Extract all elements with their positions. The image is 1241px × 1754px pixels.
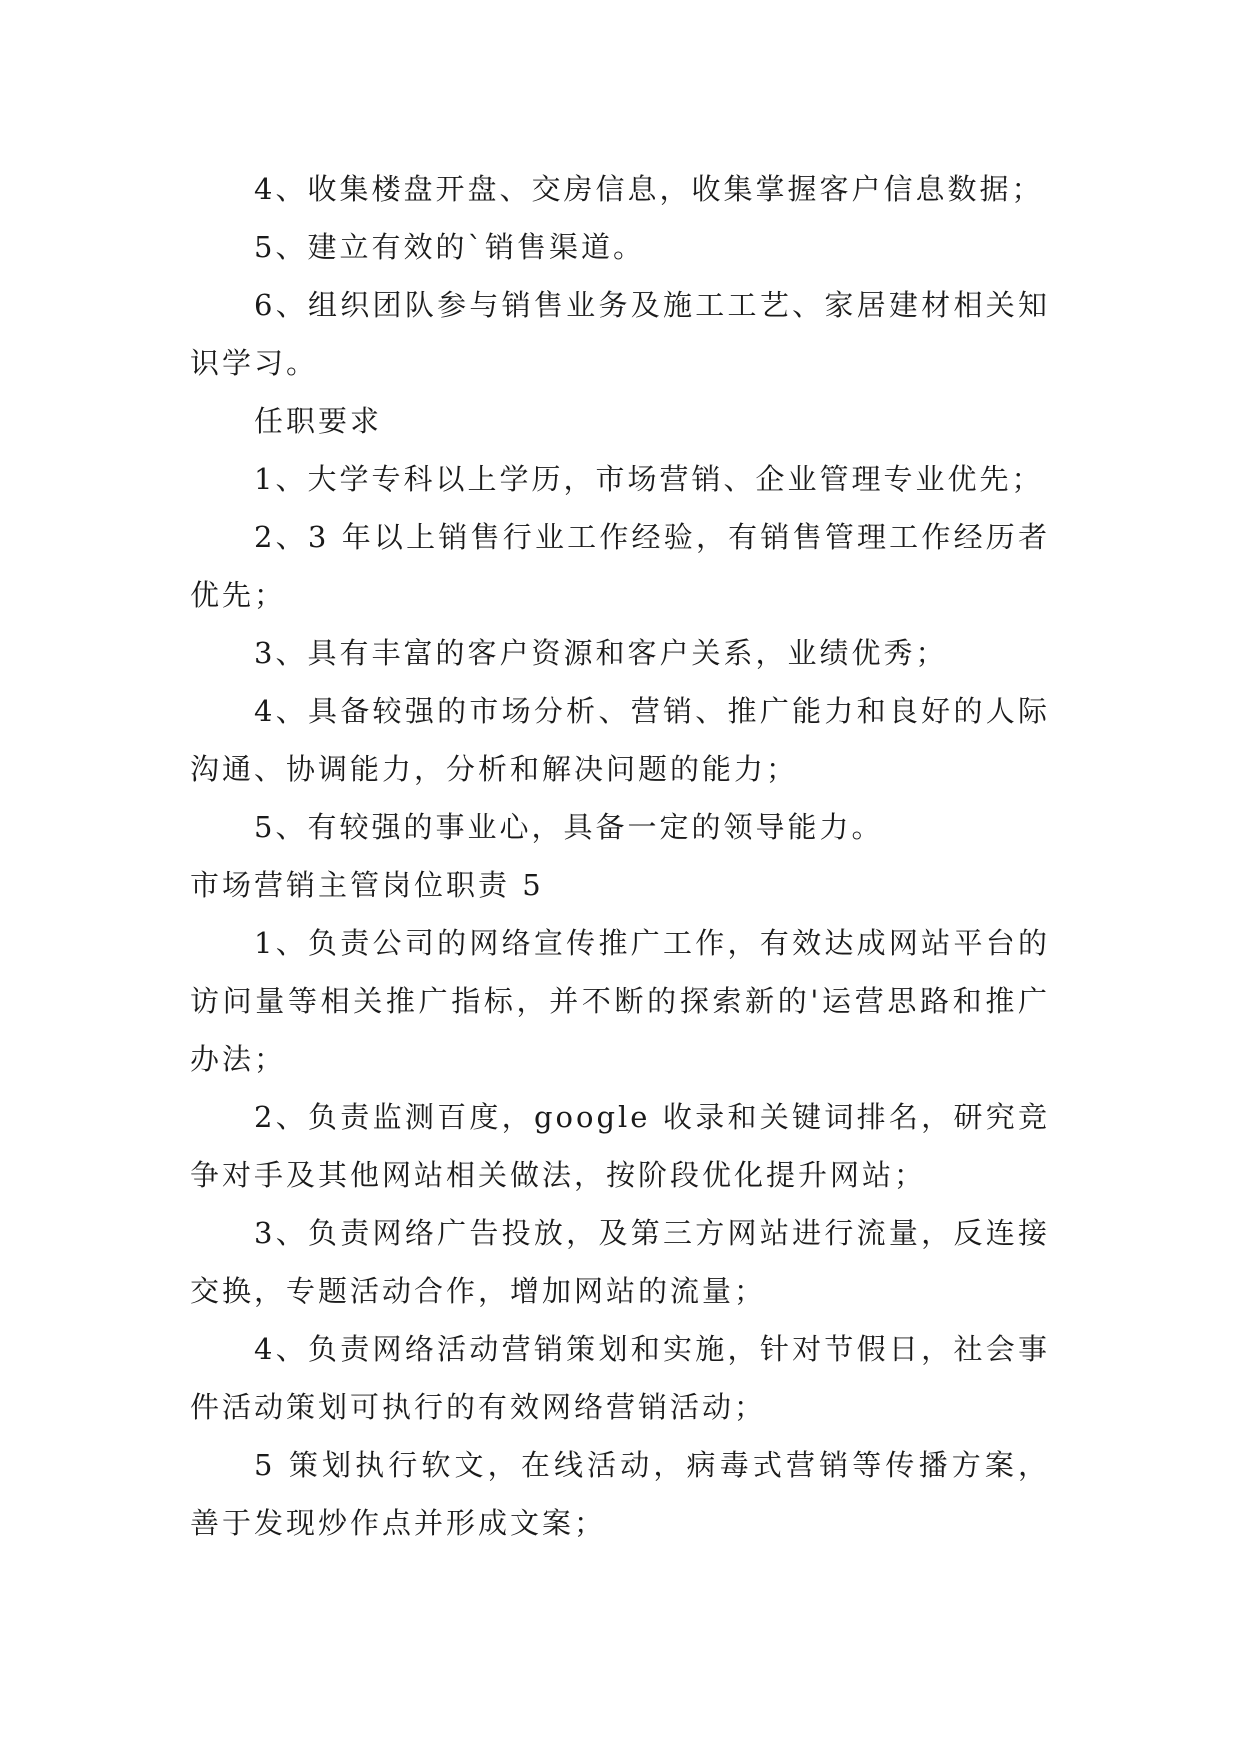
paragraph: 4、收集楼盘开盘、交房信息，收集掌握客户信息数据； <box>254 172 1044 206</box>
paragraph: 3、负责网络广告投放，及第三方网站进行流量，反连接交换，专题活动合作，增加网站的流量； <box>190 1216 1050 1308</box>
paragraph: 4、具备较强的市场分析、营销、推广能力和良好的人际沟通、协调能力，分析和解决问题的能力； <box>190 694 1050 786</box>
paragraph: 1、大学专科以上学历，市场营销、企业管理专业优先； <box>254 462 1044 496</box>
paragraph: 3、具有丰富的客户资源和客户关系，业绩优秀； <box>254 636 948 670</box>
section-heading: 市场营销主管岗位职责 5 <box>190 868 544 902</box>
paragraph: 6、组织团队参与销售业务及施工工艺、家居建材相关知识学习。 <box>190 288 1050 380</box>
document-body <box>190 160 1050 1552</box>
paragraph: 4、负责网络活动营销策划和实施，针对节假日，社会事件活动策划可执行的有效网络营销活动； <box>190 1332 1050 1424</box>
paragraph: 2、3 年以上销售行业工作经验，有销售管理工作经历者优先； <box>190 520 1050 612</box>
paragraph: 2、负责监测百度，google 收录和关键词排名，研究竞争对手及其他网站相关做法，按阶段优化提升网站； <box>190 1100 1050 1192</box>
paragraph: 5、有较强的事业心，具备一定的领导能力。 <box>254 810 884 844</box>
paragraph: 1、负责公司的网络宣传推广工作，有效达成网站平台的访问量等相关推广指标，并不断的探索新的'运营思路和推广办法； <box>190 926 1050 1076</box>
paragraph: 5 策划执行软文，在线活动，病毒式营销等传播方案，善于发现炒作点并形成文案； <box>190 1448 1050 1540</box>
paragraph: 5、建立有效的`销售渠道。 <box>254 230 645 264</box>
section-subheading: 任职要求 <box>254 404 383 438</box>
